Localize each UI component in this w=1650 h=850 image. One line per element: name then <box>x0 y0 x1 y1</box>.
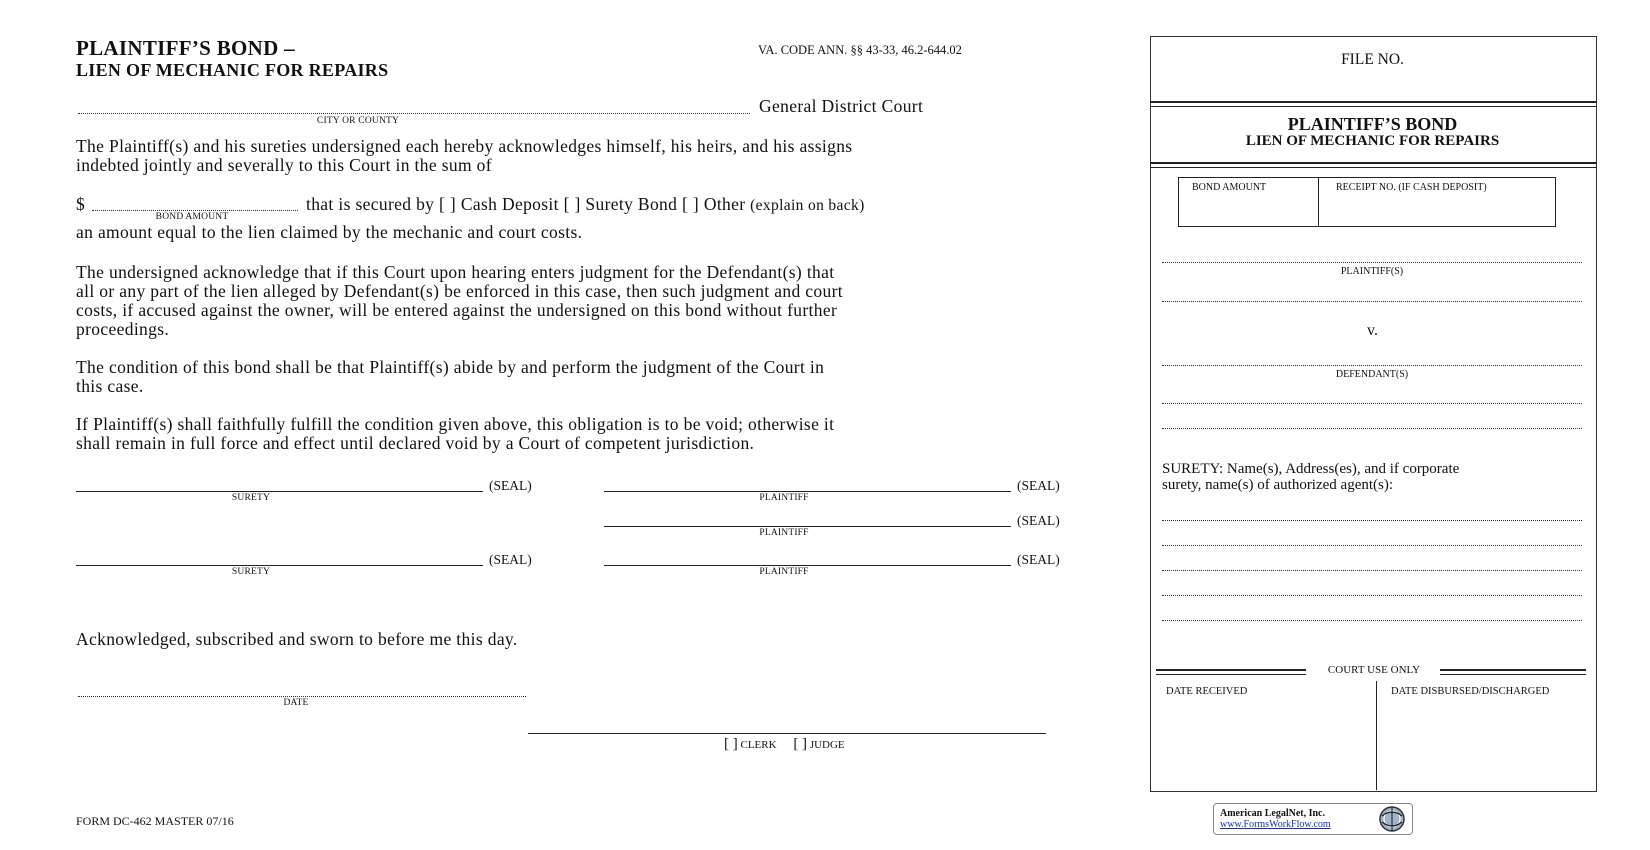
seal-label: (SEAL) <box>1017 513 1060 528</box>
receipt-no-header: RECEIPT NO. (IF CASH DEPOSIT) <box>1336 182 1487 193</box>
surety-bond-checkbox[interactable]: [ ] <box>563 194 581 214</box>
secured-by-label: that is secured by <box>306 194 435 214</box>
court-use-rule-right <box>1440 669 1586 675</box>
surety-instructions-line-2: surety, name(s) of authorized agent(s): <box>1162 477 1394 493</box>
court-use-rule-left <box>1156 669 1306 675</box>
paragraph-4-line-1: If Plaintiff(s) shall faithfully fulfill the condition given above, this obligation is to be void; otherwise it <box>76 414 835 434</box>
paragraph-1-line-2: indebted jointly and severally to this Court in the sum of <box>76 155 492 175</box>
plaintiffs-caption: PLAINTIFF(S) <box>1340 266 1404 277</box>
paragraph-2-line-3: costs, if accused against the owner, will be entered against the undersigned on this bond without further <box>76 300 838 320</box>
seal-label: (SEAL) <box>489 478 532 493</box>
plaintiff-signature-line-2[interactable] <box>604 526 1011 527</box>
acknowledgment-text: Acknowledged, subscribed and sworn to before me this day. <box>76 629 518 649</box>
form-number: FORM DC-462 MASTER 07/16 <box>76 814 234 828</box>
plaintiff-signature-line-1[interactable] <box>604 491 1011 492</box>
bond-amount-header: BOND AMOUNT <box>1192 182 1267 193</box>
panel-subtitle: LIEN OF MECHANIC FOR REPAIRS <box>1245 133 1500 149</box>
cash-deposit-checkbox[interactable]: [ ] <box>439 194 457 214</box>
officer-signature-line[interactable] <box>528 733 1046 734</box>
other-label: Other <box>703 194 746 214</box>
file-no-label: FILE NO. <box>1341 51 1404 68</box>
date-received-label: DATE RECEIVED <box>1166 686 1248 697</box>
code-reference: VA. CODE ANN. §§ 43-33, 46.2-644.02 <box>758 43 962 57</box>
plaintiff-name-field-2[interactable] <box>1162 291 1582 302</box>
surety-bond-label: Surety Bond <box>585 194 678 214</box>
cash-deposit-label: Cash Deposit <box>460 194 559 214</box>
plaintiff-signature-line-3[interactable] <box>604 565 1011 566</box>
surety-field-2[interactable] <box>1162 535 1582 546</box>
surety-field-5[interactable] <box>1162 610 1582 621</box>
paragraph-3-line-1: The condition of this bond shall be that Plaintiff(s) abide by and perform the judgment of the Court in <box>76 357 825 377</box>
plaintiff-caption: PLAINTIFF <box>759 567 809 577</box>
date-disbursed-label: DATE DISBURSED/DISCHARGED <box>1391 686 1550 697</box>
defendants-caption: DEFENDANT(S) <box>1335 369 1409 380</box>
paragraph-2-line-2: all or any part of the lien alleged by Defendant(s) be enforced in this case, then such judgment and court <box>76 281 843 301</box>
bond-amount-value-field[interactable] <box>1180 196 1316 224</box>
court-use-only-label: COURT USE ONLY <box>1327 664 1421 676</box>
other-checkbox[interactable]: [ ] <box>682 194 700 214</box>
officer-title-options <box>724 736 845 753</box>
date-caption: DATE <box>283 698 309 708</box>
form-subtitle: LIEN OF MECHANIC FOR REPAIRS <box>76 60 389 80</box>
receipt-no-value-field[interactable] <box>1321 196 1552 224</box>
paragraph-3-line-2: this case. <box>76 376 144 396</box>
plaintiff-caption: PLAINTIFF <box>759 493 809 503</box>
judge-label: JUDGE <box>809 739 845 751</box>
plaintiff-name-field[interactable] <box>1162 252 1582 263</box>
seal-label: (SEAL) <box>489 552 532 567</box>
vendor-name: American LegalNet, Inc. <box>1220 808 1325 819</box>
surety-field-4[interactable] <box>1162 585 1582 596</box>
date-disbursed-field[interactable] <box>1379 702 1593 788</box>
bond-amount-field[interactable] <box>92 198 298 211</box>
globe-icon <box>1374 804 1410 834</box>
versus-label: v. <box>1367 322 1378 339</box>
court-name-label: General District Court <box>759 96 924 116</box>
surety-instructions <box>1162 461 1459 493</box>
explain-on-back-note: (explain on back) <box>750 197 865 214</box>
clerk-checkbox[interactable]: [ ] <box>724 736 738 752</box>
divider <box>1150 101 1597 107</box>
city-or-county-field[interactable] <box>78 101 750 114</box>
panel-title: PLAINTIFF’S BOND <box>1287 114 1458 134</box>
defendant-name-field-3[interactable] <box>1162 418 1582 429</box>
city-or-county-caption: CITY OR COUNTY <box>316 116 400 126</box>
vendor-url[interactable]: www.FormsWorkFlow.com <box>1220 819 1331 830</box>
box-divider <box>1318 177 1319 227</box>
seal-label: (SEAL) <box>1017 552 1060 567</box>
surety-field-1[interactable] <box>1162 510 1582 521</box>
paragraph-2-line-4: proceedings. <box>76 319 170 339</box>
paragraph-2-line-1: The undersigned acknowledge that if this Court upon hearing enters judgment for the Defendant(s) that <box>76 262 835 282</box>
surety-caption: SURETY <box>231 493 271 503</box>
surety-caption: SURETY <box>231 567 271 577</box>
seal-label: (SEAL) <box>1017 478 1060 493</box>
defendant-name-field[interactable] <box>1162 355 1582 366</box>
secured-by-text <box>306 195 865 215</box>
surety-signature-line-2[interactable] <box>76 565 483 566</box>
paragraph-1-line-3: an amount equal to the lien claimed by the mechanic and court costs. <box>76 222 583 242</box>
bond-amount-caption: BOND AMOUNT <box>155 212 229 222</box>
form-title: PLAINTIFF’S BOND – <box>76 36 295 60</box>
divider <box>1150 162 1597 168</box>
surety-instructions-line-1: SURETY: Name(s), Address(es), and if corporate <box>1162 461 1460 477</box>
vendor-logo[interactable] <box>1213 803 1413 835</box>
date-field[interactable] <box>78 684 526 697</box>
dollar-sign: $ <box>76 194 86 214</box>
paragraph-4-line-2: shall remain in full force and effect until declared void by a Court of competent jurisdiction. <box>76 433 755 453</box>
surety-signature-line-1[interactable] <box>76 491 483 492</box>
plaintiff-caption: PLAINTIFF <box>759 528 809 538</box>
clerk-label: CLERK <box>740 739 777 751</box>
paragraph-1-line-1: The Plaintiff(s) and his sureties undersigned each hereby acknowledges himself, his heirs, and his assigns <box>76 136 853 156</box>
surety-field-3[interactable] <box>1162 560 1582 571</box>
judge-checkbox[interactable]: [ ] <box>793 736 808 752</box>
date-received-field[interactable] <box>1152 702 1374 788</box>
defendant-name-field-2[interactable] <box>1162 393 1582 404</box>
court-use-divider <box>1376 681 1377 790</box>
